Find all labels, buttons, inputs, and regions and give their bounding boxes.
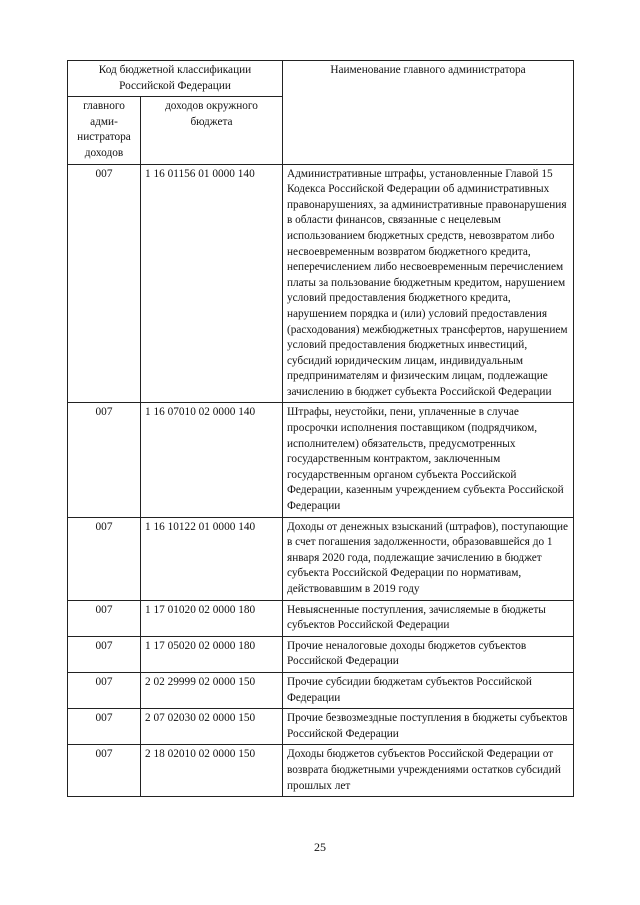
admin-code-cell: 007 [68,164,141,403]
table-body [68,164,574,797]
table-row [68,672,574,708]
admin-code-cell: 007 [68,745,141,797]
admin-column-header: главного адми-нистратора доходов [68,97,141,164]
income-code-cell: 1 17 05020 02 0000 180 [141,636,283,672]
admin-code-cell: 007 [68,600,141,636]
page-number: 25 [314,840,326,854]
administrator-name-cell: Прочие субсидии бюджетам субъектов Российской Федерации [283,672,574,708]
income-code-cell: 1 16 07010 02 0000 140 [141,403,283,517]
table-row [68,636,574,672]
income-code-cell: 1 16 10122 01 0000 140 [141,517,283,600]
administrator-name-cell: Штрафы, неустойки, пени, уплаченные в случае просрочки исполнения поставщиком (подрядчиком, исполнителем) обязательств, предусмотренных государственным контрактом, заключенным государственным органом субъекта Российской Федерации, казенным учреждением субъекта Российской Федерации [283,403,574,517]
income-column-header: доходов окружного бюджета [141,97,283,164]
admin-code-cell: 007 [68,403,141,517]
table-row [68,403,574,517]
income-code-cell: 1 17 01020 02 0000 180 [141,600,283,636]
administrator-name-cell: Прочие безвозмездные поступления в бюджеты субъектов Российской Федерации [283,709,574,745]
income-code-cell: 2 18 02010 02 0000 150 [141,745,283,797]
administrator-name-cell: Доходы бюджетов субъектов Российской Федерации от возврата бюджетными учреждениями остатков субсидий прошлых лет [283,745,574,797]
income-code-cell: 1 16 01156 01 0000 140 [141,164,283,403]
administrator-name-cell: Административные штрафы, установленные Главой 15 Кодекса Российской Федерации об административных правонарушениях, за административные правонарушения в области финансов, связанные с нецелевым использованием бюджетных средств, невозвратом либо несвоевременным возвратом бюджетного кредита, неперечислением либо несвоевременным перечислением платы за пользование бюджетным кредитом, нарушением условий предоставления бюджетного кредита, нарушением порядка и (или) условий предоставления (расходования) межбюджетных трансфертов, нарушением условий предоставления бюджетных инвестиций, субсидий юридическим лицам, индивидуальным предпринимателям и физическим лицам, подлежащие зачислению в бюджет субъекта Российской Федерации [283,164,574,403]
admin-code-cell: 007 [68,709,141,745]
admin-code-cell: 007 [68,636,141,672]
table-row [68,709,574,745]
table-row [68,164,574,403]
name-column-header: Наименование главного администратора [283,61,574,165]
header-row-1 [68,61,574,97]
administrator-name-cell: Прочие неналоговые доходы бюджетов субъектов Российской Федерации [283,636,574,672]
code-group-header: Код бюджетной классификации Российской Федерации [68,61,283,97]
admin-code-cell: 007 [68,517,141,600]
administrator-name-cell: Невыясненные поступления, зачисляемые в бюджеты субъектов Российской Федерации [283,600,574,636]
admin-code-cell: 007 [68,672,141,708]
table-row [68,600,574,636]
administrator-name-cell: Доходы от денежных взысканий (штрафов), поступающие в счет погашения задолженности, образовавшейся до 1 января 2020 года, подлежащие зачислению в бюджет субъекта Российской Федерации по нормативам, действовавшим в 2019 году [283,517,574,600]
table-row [68,745,574,797]
income-code-cell: 2 07 02030 02 0000 150 [141,709,283,745]
income-code-cell: 2 02 29999 02 0000 150 [141,672,283,708]
table-row [68,517,574,600]
budget-classification-table [67,60,574,797]
